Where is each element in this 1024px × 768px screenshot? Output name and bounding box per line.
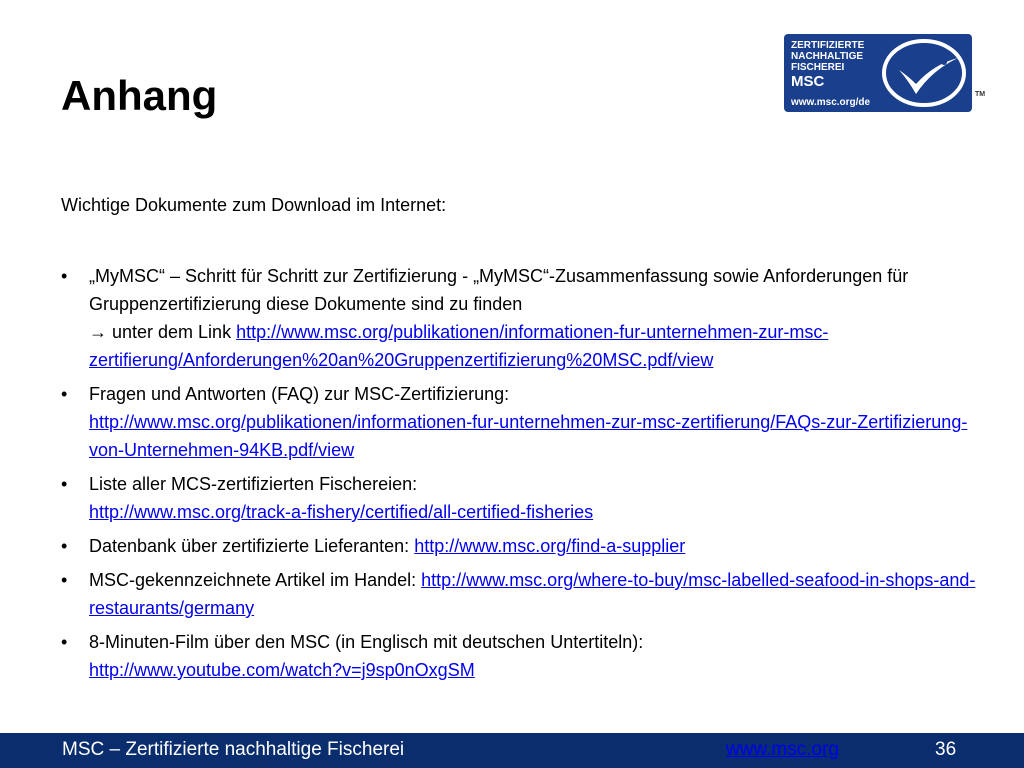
bullet-text: Datenbank über zertifizierte Lieferanten: bbox=[89, 536, 415, 556]
page-number: 36 bbox=[935, 739, 957, 760]
logo-trademark: TM bbox=[975, 91, 986, 98]
list-item bbox=[61, 380, 991, 464]
bullet-text: „MyMSC“ – Schritt für Schritt zur Zertifizierung - „MyMSC“-Zusammenfassung sowie Anforderungen für Gruppenzertifizierung diese Dokumente sind zu finden bbox=[89, 266, 909, 314]
list-item bbox=[61, 470, 991, 526]
logo-line: FISCHEREI bbox=[791, 62, 845, 73]
bullet-text: 8-Minuten-Film über den MSC (in Englisch mit deutschen Untertiteln): bbox=[89, 632, 644, 652]
slide-title: Anhang bbox=[61, 72, 218, 119]
logo-line: ZERTIFIZIERTE bbox=[791, 40, 865, 51]
logo-msc: MSC bbox=[791, 73, 825, 90]
document-list bbox=[61, 262, 991, 690]
logo-text bbox=[791, 40, 864, 90]
list-item bbox=[61, 628, 991, 684]
footer-title: MSC – Zertifizierte nachhaltige Fischerei bbox=[62, 739, 405, 760]
bullet-text: Fragen und Antworten (FAQ) zur MSC-Zertifizierung: bbox=[89, 384, 510, 404]
document-link[interactable]: http://www.msc.org/publikationen/informationen-fur-unternehmen-zur-msc-zertifierung/Anforderungen%20an%20Gruppenzertifizierung%20MSC.pdf/view bbox=[89, 322, 829, 370]
document-link[interactable]: http://www.youtube.com/watch?v=j9sp0nOxgSM bbox=[89, 660, 475, 680]
msc-logo bbox=[784, 34, 972, 112]
logo-url: www.msc.org/de bbox=[791, 97, 871, 108]
bullet-text: Liste aller MCS-zertifizierten Fischereien: bbox=[89, 474, 418, 494]
footer-bar bbox=[0, 733, 1024, 768]
bullet-text: MSC-gekennzeichnete Artikel im Handel: bbox=[89, 570, 422, 590]
footer-website-link[interactable]: www.msc.org bbox=[726, 739, 839, 760]
arrow-text: → unter dem Link bbox=[89, 322, 237, 342]
document-link[interactable]: http://www.msc.org/publikationen/informationen-fur-unternehmen-zur-msc-zertifierung/FAQs-zur-Zertifizierung-von-Unternehmen-94KB.pdf/view bbox=[89, 412, 968, 460]
list-item bbox=[61, 532, 991, 560]
logo-line: NACHHALTIGE bbox=[791, 51, 864, 62]
list-item bbox=[61, 262, 991, 374]
document-link[interactable]: http://www.msc.org/track-a-fishery/certified/all-certified-fisheries bbox=[89, 502, 594, 522]
intro-text: Wichtige Dokumente zum Download im Internet: bbox=[61, 195, 447, 215]
document-link[interactable]: http://www.msc.org/find-a-supplier bbox=[414, 536, 686, 556]
list-item bbox=[61, 566, 991, 622]
document-link[interactable]: http://www.msc.org/where-to-buy/msc-labelled-seafood-in-shops-and-restaurants/germany bbox=[89, 570, 976, 618]
